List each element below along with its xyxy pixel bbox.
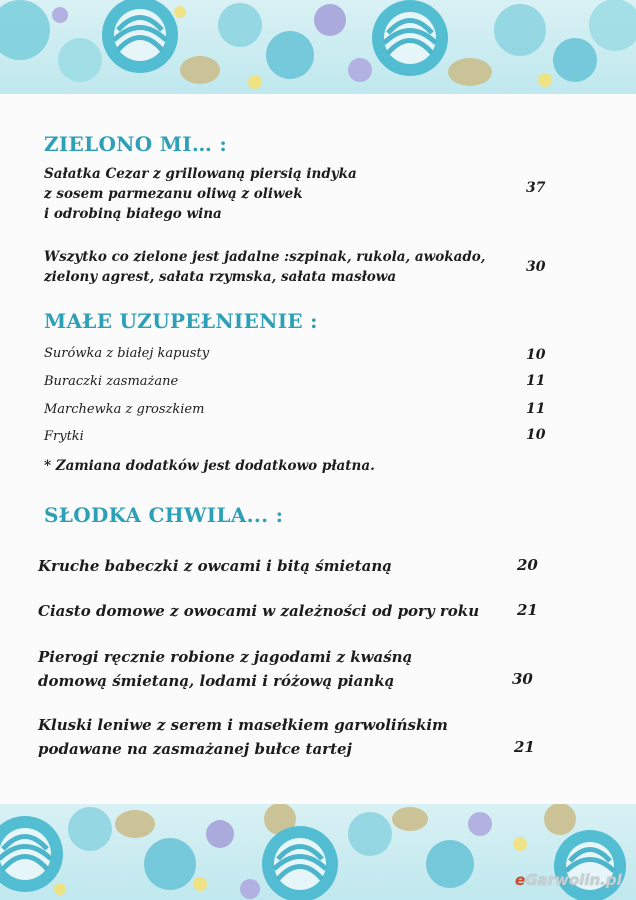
item-price: 20 xyxy=(517,556,538,574)
floral-pattern-top-icon xyxy=(0,0,636,94)
menu-item-salatka-cezar xyxy=(44,164,357,224)
menu-item-marchewka: Marchewka z groszkiem xyxy=(44,402,205,417)
section-heading-slodka: SŁODKA CHWILA... : xyxy=(44,503,284,527)
floral-border-top xyxy=(0,0,636,94)
item-price: 21 xyxy=(517,601,538,619)
section-heading-male: MAŁE UZUPEŁNIENIE : xyxy=(44,309,318,333)
item-price: 10 xyxy=(526,347,546,363)
item-line: podawane na zasmażanej bułce tartej xyxy=(38,740,352,758)
item-line: Ciasto domowe z owocami w zależności od pory roku xyxy=(38,602,480,620)
item-price: 30 xyxy=(512,670,533,688)
item-line: Wszytko co zielone jest jadalne :szpinak, rukola, awokado, xyxy=(44,249,486,265)
item-price: 37 xyxy=(526,180,546,196)
item-line: domową śmietaną, lodami i różową pianką xyxy=(38,672,395,690)
menu-item-kruche-babeczki xyxy=(38,554,392,578)
watermark-logo xyxy=(515,871,622,889)
item-line: i odrobiną białego wina xyxy=(44,206,222,222)
item-price: 11 xyxy=(526,401,546,417)
item-line: Kluski leniwe z serem i masełkiem garwolińskim xyxy=(38,716,448,734)
watermark-text: Garwolin.pl xyxy=(525,871,622,889)
section-heading-zielono: ZIELONO MI… : xyxy=(44,132,228,156)
menu-item-wszystko-zielone xyxy=(44,247,486,287)
item-line: Kruche babeczki z owcami i bitą śmietaną xyxy=(38,557,392,575)
item-line: zielony agrest, sałata rzymska, sałata masłowa xyxy=(44,269,397,285)
item-price: 21 xyxy=(514,738,535,756)
item-price: 11 xyxy=(526,373,546,389)
item-price: 10 xyxy=(526,427,546,443)
menu-item-frytki: Frytki xyxy=(44,429,84,444)
watermark-prefix: e xyxy=(515,871,526,889)
item-line: Pierogi ręcznie robione z jagodami z kwaśną xyxy=(38,648,413,666)
item-price: 30 xyxy=(526,259,546,275)
surcharge-note: * Zamiana dodatków jest dodatkowo płatna. xyxy=(44,458,375,474)
item-line: Sałatka Cezar z grillowaną piersią indyka xyxy=(44,166,357,182)
menu-item-buraczki: Buraczki zasmażane xyxy=(44,374,179,389)
menu-item-kluski-leniwe xyxy=(38,713,448,761)
item-line: z sosem parmezanu oliwą z oliwek xyxy=(44,186,303,202)
menu-item-surowka: Surówka z białej kapusty xyxy=(44,346,210,361)
menu-item-ciasto-domowe xyxy=(38,599,479,623)
menu-item-pierogi xyxy=(38,645,412,693)
